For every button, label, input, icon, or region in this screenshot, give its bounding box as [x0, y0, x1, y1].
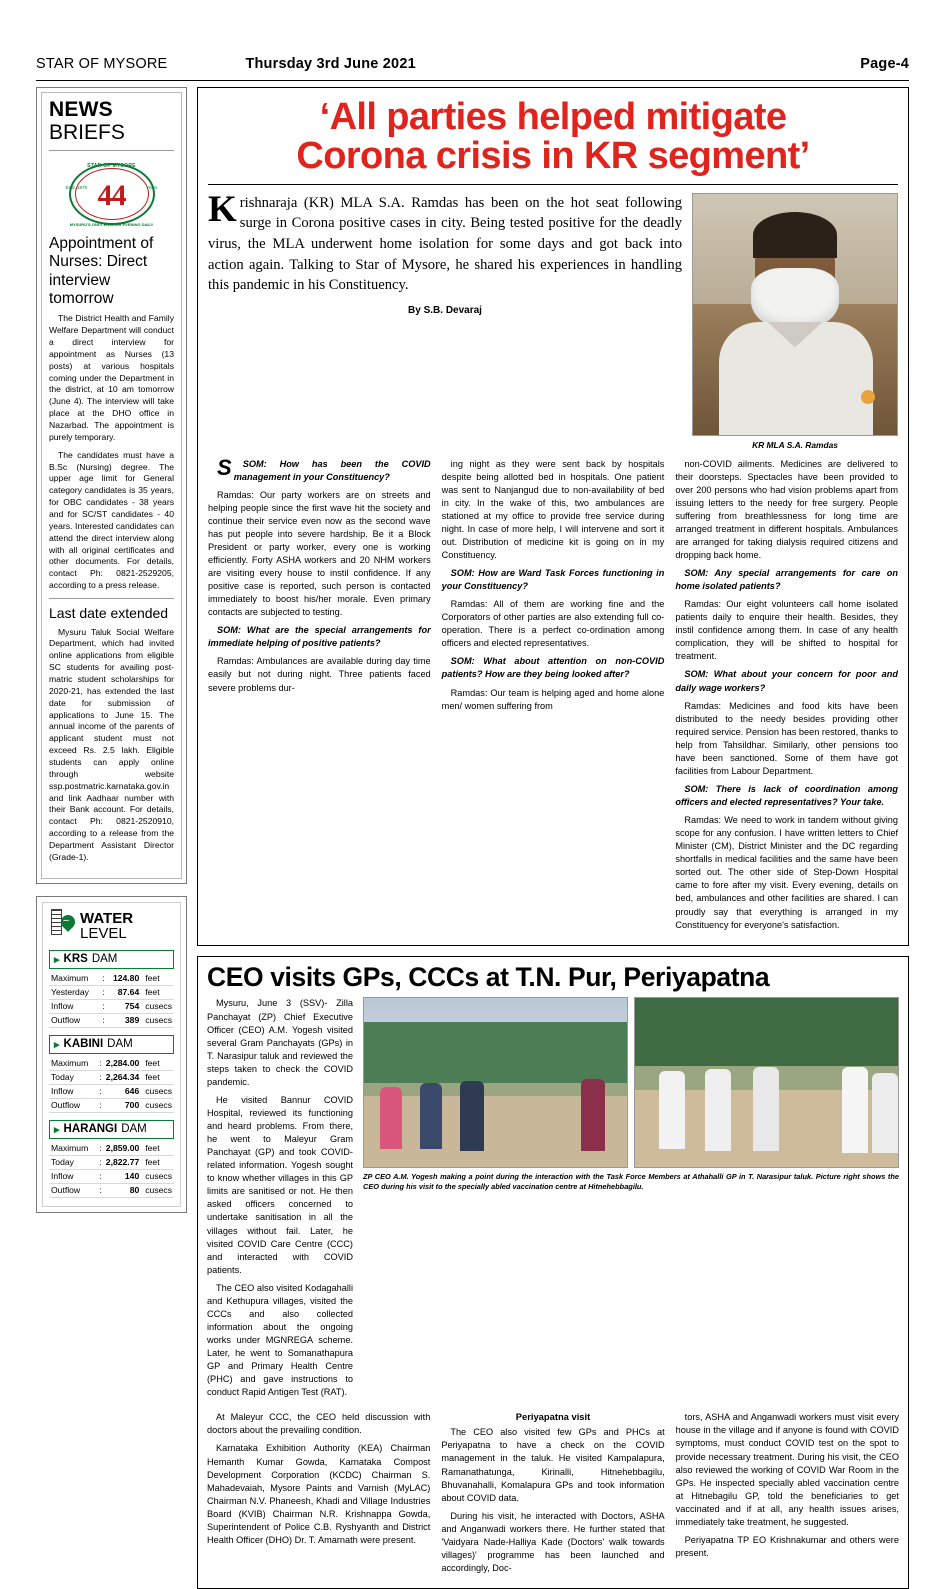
dam-word: DAM — [107, 1038, 133, 1051]
dam-row-label: Maximum — [49, 972, 100, 986]
dam-row-colon: : — [99, 1100, 102, 1111]
masthead-emblem — [49, 157, 174, 231]
table-row — [49, 1013, 174, 1027]
dam-row-unit: cusecs — [141, 999, 174, 1013]
answer-paragraph: ing night as they were sent back by hospitals despite being allotted bed in hospitals. One patient was sent to Nanjangud due to non-availability of bed in city. In the wake of this, two ambulances are stationed at my office to provide free service during night. In case of more help, I will intervene and sort it out. Distribution of medicine kit is going on in my Constituency. — [441, 458, 665, 560]
dam-row-label: Outflow — [49, 1013, 100, 1027]
dam-row-label: Maximum — [49, 1057, 97, 1071]
dam-row-unit: feet — [141, 972, 174, 986]
dam-name: HARANGI — [63, 1123, 118, 1136]
article-column-1 — [208, 454, 431, 937]
brief-headline-1: Appointment of Nurses: Direct interview tomorrow — [49, 235, 154, 307]
dam-row-unit: feet — [141, 985, 174, 999]
dam-row-value: 2,822.77 — [104, 1155, 141, 1169]
dam-row-value: 2,264.34 — [104, 1070, 141, 1084]
answer-paragraph: Ramdas: Our eight volunteers call home isolated patients daily to enquire their health. Besides, they instil confidence among them. In case of any health complication, they will be shifted to hospital for treatment. — [675, 599, 899, 662]
dam-row-unit: feet — [141, 1142, 174, 1156]
paper-name: STAR OF MYSORE — [36, 56, 168, 72]
table-row — [49, 1098, 174, 1112]
dam-row-label: Yesterday — [49, 985, 100, 999]
main-photo-column — [692, 193, 898, 450]
brief-headline-2: Last date extended — [49, 605, 169, 622]
table-row — [49, 1142, 174, 1156]
question-paragraph: SOM: How are Ward Task Forces functioning in your Constituency? — [441, 568, 665, 592]
table-row — [49, 1183, 174, 1197]
emblem-left-text: Estd. 1978 — [65, 185, 88, 191]
table-row — [49, 985, 174, 999]
answer-paragraph: Ramdas: Our party workers are on streets and helping people since the first wave hit the society and continue their service even now as the second wave has put people into severe hardship. Be it a Block President or party worker, every one is working efficiently. Forty ASHA workers and 20 NHM workers are visiting every house to instil confidence. If any positive case is reported, such person is contacted immediately to boost his/her morale. Even primary contacts are subjected to testing. — [208, 489, 431, 618]
question-paragraph: SOM: What about your concern for poor and daily wage workers? — [675, 669, 899, 693]
dam-word: DAM — [91, 953, 118, 966]
dam-row-colon: : — [102, 973, 105, 984]
second-photo-left — [363, 997, 628, 1168]
dam-name-row — [49, 950, 174, 969]
dam-row-unit: cusecs — [141, 1098, 174, 1112]
table-row — [49, 1070, 174, 1084]
photo-trees — [635, 998, 898, 1066]
news-briefs-inner — [41, 92, 182, 879]
table-row — [49, 1057, 174, 1071]
table-row — [49, 1169, 174, 1183]
dam-row-colon: : — [99, 1157, 102, 1168]
table-row — [49, 999, 174, 1013]
photo-figure — [659, 1071, 685, 1149]
body-paragraph: tors, ASHA and Anganwadi workers must visit every house in the village and if anyone is found with COVID symptoms, must conduct COVID test on the spot to provide necessary treatment. During his visit, the CEO also reviewed the working of COVID War Room in the GPs. He inspected specially abled vaccination centre at Hitnebagilu GP, told the beneficiaries to get vaccinated and if at all, any health issues arises, immediately take treatment, he suggested. — [675, 1412, 899, 1527]
second-article — [197, 956, 909, 1589]
dam-row-label: Outflow — [49, 1183, 97, 1197]
second-photo-caption: ZP CEO A.M. Yogesh making a point during the interaction with the Task Force Members at Athahalli GP in T. Narasipur taluk. Picture right shows the CEO during his visit to the specially abled vaccination centre at Hitnehebbagilu. — [363, 1172, 899, 1192]
page-body — [36, 87, 909, 1589]
section-subheading: Periyapatna visit — [515, 1411, 591, 1423]
main-headline — [208, 98, 898, 176]
dam-block-kabini — [49, 1035, 174, 1113]
masthead — [36, 56, 909, 72]
second-column-a — [207, 1411, 430, 1580]
main-headline-line1: ‘All parties helped mitigate — [319, 96, 787, 138]
emblem-top-text: STAR OF MYSORE — [87, 163, 136, 170]
dam-word: DAM — [121, 1123, 147, 1136]
byline: By S.B. Devaraj — [408, 305, 482, 317]
dam-row-unit: feet — [141, 1057, 174, 1071]
intro-paragraph: The CEO also visited Kodagahalli and Kethupura villages, visited the CCCs and also collected information about the ongoing works under MGNREGA scheme. Later, he went to Somanathapura GP and Primary Health Centre (PHC) and gave instructions to conduct Rapid Antigen Test (RAT). — [207, 1282, 353, 1398]
intro-paragraph: He visited Bannur COVID Hospital, reviewed its functioning and heard problems. From there, he went to Maleyur Gram Panchayat (GP) and took COVID-related information. Yogesh sought to know whether villages in this GP limits are sanitised or not. He then asked officers concerned to undertake sanitisation in all the villages without fail. Later, he visited COVID Care Centre (CCC) and interacted with COVID patients. — [207, 1094, 353, 1275]
second-column-b — [441, 1411, 664, 1580]
photo-subject-hair — [753, 212, 837, 258]
photo-background-detail — [861, 390, 875, 404]
dam-row-label: Maximum — [49, 1142, 97, 1156]
page-number: Page-4 — [860, 56, 909, 72]
left-column — [36, 87, 187, 1213]
main-article-columns — [208, 454, 899, 937]
emblem-bottom-text: MYSURU'S ONLY ENGLISH EVENING DAILY — [69, 222, 154, 228]
water-gauge-icon — [49, 909, 75, 943]
brief-paragraph: The candidates must have a B.Sc (Nursing) degree. The upper age limit for General category candidates is 35 years, for OBC candidates - 38 years and for SC/ST candidates - 40 years. Interested candidates can attend the direct interview along with all original certificates and other documents. For details, contact Ph: 0821-2529205, according to a press release. — [49, 449, 174, 591]
second-article-photo-block — [363, 997, 899, 1404]
photo-figure — [842, 1067, 868, 1153]
dam-name: KABINI — [63, 1038, 104, 1051]
water-level-title: WATER — [80, 909, 134, 927]
brief-paragraph: Mysuru Taluk Social Welfare Department, which had invited online applications from eligible SC students for availing post-matric student scholarships for 2020-21, has extended the last date for submission of applications to June 15. The annual income of the parents of applicant student must not exceed Rs. 2.5 lakh. Eligible students can apply online through website ssp.postmatric.karnataka.gov.in and link Aadhaar number with their Bank account. For details, contact Ph: 0821-2520910, according to a release from the Department Assistant Director (Grade-1). — [49, 626, 174, 862]
dam-name: KRS — [63, 953, 88, 966]
right-column — [197, 87, 909, 1589]
dam-name-row — [49, 1035, 174, 1054]
dam-row-value: 87.64 — [107, 985, 142, 999]
water-level-inner — [42, 902, 181, 1207]
second-article-top — [207, 997, 899, 1404]
news-briefs-box — [36, 87, 187, 884]
article-column-3 — [675, 458, 898, 937]
question-paragraph: SOM: What about attention on non-COVID patients? How are they being looked after? — [441, 656, 665, 680]
water-level-subtitle: LEVEL — [80, 924, 127, 942]
photo-pair — [363, 997, 899, 1168]
dam-row-colon: : — [99, 1072, 102, 1083]
emblem-anniversary-number: 44 — [97, 178, 126, 212]
dam-row-value: 754 — [107, 999, 142, 1013]
lead-paragraph: rishnaraja (KR) MLA S.A. Ramdas has been on the hot seat following surge in Corona positive cases in city. Being tested positive for the deadly virus, the MLA underwent home isolation for some days and got back into action again. Talking to Star of Mysore, he shared his experiences in handling this pandemic in his Constituency. — [208, 194, 682, 294]
headline-divider — [208, 184, 898, 185]
dam-marker-icon: ▸ — [54, 953, 60, 966]
dam-row-unit: feet — [141, 1155, 174, 1169]
dam-row-value: 2,284.00 — [104, 1057, 141, 1071]
dam-row-colon: : — [99, 1185, 102, 1196]
table-row — [49, 1084, 174, 1098]
table-row — [49, 972, 174, 986]
answer-paragraph: Ramdas: Our team is helping aged and home alone men/ women suffering from — [441, 687, 665, 711]
dam-row-value: 2,859.00 — [104, 1142, 141, 1156]
photo-figure — [581, 1079, 605, 1151]
second-article-columns — [207, 1411, 899, 1580]
dam-row-colon: : — [99, 1143, 102, 1154]
news-briefs-subtitle: BRIEFS — [49, 121, 125, 145]
photo-face-mask — [751, 268, 839, 330]
dam-block-harangi — [49, 1120, 174, 1198]
emblem-right-text: Years — [146, 185, 158, 191]
dam-row-label: Outflow — [49, 1098, 97, 1112]
dam-row-unit: feet — [141, 1070, 174, 1084]
dam-row-unit: cusecs — [141, 1013, 174, 1027]
dam-row-unit: cusecs — [141, 1084, 174, 1098]
dam-row-unit: cusecs — [141, 1169, 174, 1183]
table-row — [49, 1155, 174, 1169]
main-photo — [692, 193, 898, 436]
body-paragraph: Karnataka Exhibition Authority (KEA) Chairman Hemanth Kumar Gowda, Karnataka Compost Development Corporation (KCDC) Chairman S. Mahadevaiah, Mysore Paints and Varnish (MyLAC) Chairman N.V. Phaneesh, Khadi and Village Industries Board (KVIB) Chairman N.R. Krishnappa Gowda, Superintendent of Police C.B. Ryshyanth and District Health Officer (DHO) Dr. T. Amarnath were present. — [207, 1443, 431, 1545]
question-paragraph — [208, 454, 431, 484]
photo-figure — [753, 1067, 779, 1151]
dam-row-colon: : — [99, 1058, 102, 1069]
dam-row-colon: : — [102, 1015, 105, 1026]
lead-dropcap: K — [208, 188, 237, 230]
dam-row-colon: : — [102, 1001, 105, 1012]
photo-building — [364, 1022, 627, 1083]
dam-marker-icon: ▸ — [54, 1123, 60, 1136]
dam-row-value: 124.80 — [107, 972, 142, 986]
answer-paragraph: Ramdas: We need to work in tandem without giving scope for any confusion. I have written letters to Chief Minister (CM), District Minister and the DC regarding shortfalls in medical facilities and the same have been sorted out. The other side of Step-Down Hospital came to fore after my visit. Every evening, details on bed, ambulances and other facilities are shared. I can proudly say that everything is arranged in my Constituency for everyone's satisfaction. — [675, 815, 899, 930]
star-of-mysore-emblem-icon — [60, 157, 164, 231]
article-column-2 — [442, 458, 665, 937]
water-level-box — [36, 896, 187, 1213]
dam-row-label: Inflow — [49, 1169, 97, 1183]
body-paragraph: Periyapatna TP EO Krishnakumar and others were present. — [675, 1534, 899, 1558]
dam-table — [49, 1057, 174, 1113]
question-paragraph: SOM: Any special arrangements for care on home isolated patients? — [675, 568, 899, 592]
second-headline: CEO visits GPs, CCCs at T.N. Pur, Periyapatna — [207, 961, 770, 992]
dam-row-colon: : — [99, 1171, 102, 1182]
water-level-header — [49, 909, 174, 943]
dam-row-unit: cusecs — [141, 1183, 174, 1197]
question-paragraph: SOM: What are the special arrangements for immediate helping of positive patients? — [208, 625, 431, 649]
dam-table — [49, 1142, 174, 1198]
main-headline-line2: Corona crisis in KR segment’ — [296, 134, 810, 177]
body-paragraph: During his visit, he interacted with Doctors, ASHA and Anganwadi workers there. He further stated that 'Vaidyara Nade-Halliya Kade (Doctors' walk towards villages)' programme has been launched and accordingly, Doc- — [441, 1510, 665, 1573]
dam-marker-icon: ▸ — [54, 1038, 60, 1051]
intro-paragraph: Mysuru, June 3 (SSV)- Zilla Panchayat (ZP) Chief Executive Officer (CEO) A.M. Yogesh visited several Gram Panchayats (GPs) in T. Narasipur taluk and reviewed the steps taken to check the COVID pandemic. — [207, 998, 353, 1087]
main-article — [197, 87, 909, 946]
column-dropcap: S — [217, 454, 232, 480]
photo-figure — [872, 1073, 898, 1153]
second-column-c — [676, 1411, 899, 1580]
dam-row-colon: : — [102, 987, 105, 998]
photo-figure — [460, 1081, 484, 1151]
dam-row-value: 700 — [104, 1098, 141, 1112]
briefs-divider — [49, 150, 174, 151]
issue-date: Thursday 3rd June 2021 — [245, 56, 416, 72]
question-paragraph: SOM: There is lack of coordination among officers and elected representatives? Your take. — [675, 783, 899, 807]
answer-paragraph: Ramdas: Medicines and food kits have been distributed to the needy besides providing other required service. Pension has been restored, thanks to help from Tahsildhar. Similarly, other pensions too have been sanctioned. Some of them have got facilities from Labour Department. — [675, 700, 899, 776]
dam-row-label: Today — [49, 1070, 97, 1084]
body-paragraph: At Maleyur CCC, the CEO held discussion with doctors about the prevailing condition. — [207, 1412, 431, 1436]
answer-paragraph: non-COVID ailments. Medicines are delivered to their doorsteps. Spectacles have been provided to over 200 persons who had vision problems apart from issuing letters to the needy for free surgery. People suffering from breathlessness for long time are arranged treatment in different hospitals. Ambulances are arranged for taking dialysis required citizens and dropping back home. — [675, 458, 899, 560]
dam-block-krs — [49, 950, 174, 1028]
answer-paragraph: Ramdas: All of them are working fine and the Corporators of other parties are also extending full co-operation. There is a perfect co-ordination among officers and elected representatives. — [441, 599, 665, 649]
dam-row-label: Inflow — [49, 1084, 97, 1098]
masthead-divider — [36, 80, 909, 81]
dam-row-label: Inflow — [49, 999, 100, 1013]
dam-row-colon: : — [99, 1086, 102, 1097]
brief-paragraph: The District Health and Family Welfare Department will conduct a direct interview for appointment as Nurses (13 posts) at various hospitals coming under the Department in the district, at 10 am tomorrow (June 4). The interview will take place at the DHO office in Nazarbad. The appointment is purely temporary. — [49, 313, 174, 442]
answer-paragraph: Ramdas: Ambulances are available during day time easily but not during night. Three patients faced severe problems dur- — [208, 656, 431, 693]
photo-figure — [380, 1087, 402, 1149]
news-briefs-title: NEWS — [49, 98, 113, 121]
briefs-divider — [49, 598, 174, 599]
dam-row-value: 646 — [104, 1084, 141, 1098]
question-text: SOM: How has been the COVID management in your Constituency? — [233, 458, 431, 482]
photo-figure — [420, 1083, 442, 1149]
dam-name-row — [49, 1120, 174, 1139]
photo-figure — [705, 1069, 731, 1151]
dam-row-value: 80 — [104, 1183, 141, 1197]
dam-table — [49, 972, 174, 1028]
main-photo-caption: KR MLA S.A. Ramdas — [752, 439, 838, 450]
second-photo-right — [634, 997, 899, 1168]
lead-paragraph-wrap — [208, 188, 682, 450]
body-paragraph: The CEO also visited few GPs and PHCs at Periyapatna to have a check on the COVID management in the taluk. He visited Kampalapura, Ramanathatunga, Kirinalli, Hitnehebbagilu, Bhuvanahalli, Komalapura GPs and took information about COVID data. — [441, 1427, 665, 1503]
dam-row-value: 140 — [104, 1169, 141, 1183]
lead-section — [208, 188, 898, 450]
second-article-intro-column — [207, 997, 353, 1404]
dam-row-label: Today — [49, 1155, 97, 1169]
dam-row-value: 389 — [107, 1013, 142, 1027]
